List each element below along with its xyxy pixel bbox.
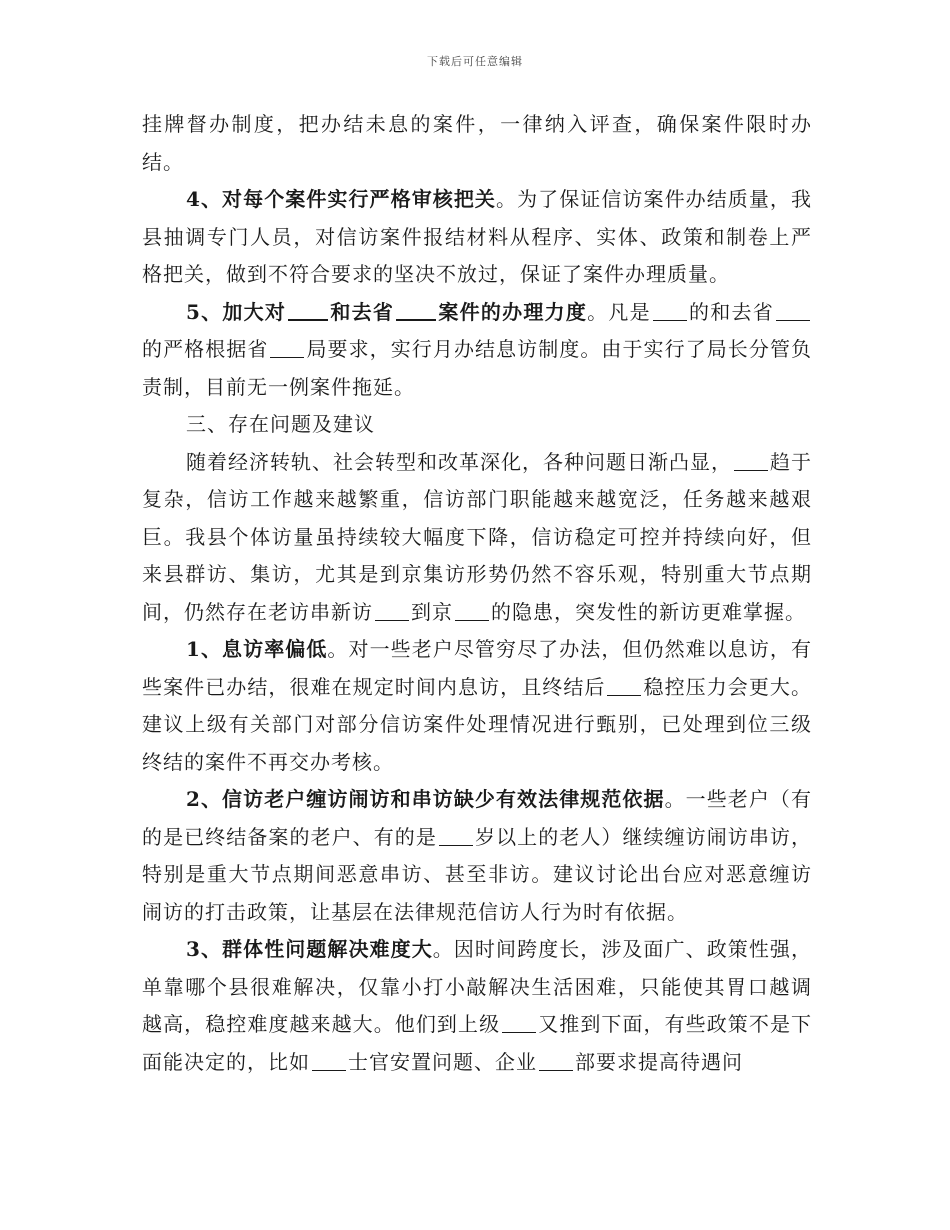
problem-1-text-a: 。对一些老户尽管穷尽了办法，但仍然难以息访，有些案件已办结，很难在规定时间内息访，且终结后 [142, 637, 812, 699]
item-5-title-a: 5、加大对 [186, 299, 287, 324]
redacted-blank [455, 598, 489, 621]
problem-3-text-a: 。因时间跨度长，涉及面广、政策性强，单靠哪个县很难解决，仅靠小打小敲解决生活困难，只能使其胃口越调越高，稳控难度越来越大。他们到上级 [142, 937, 812, 1036]
problem-3-text-d: 部要求提高待遇问 [575, 1049, 743, 1074]
redacted-blank [776, 298, 810, 321]
problem-2-text-b: 岁以上的老人）继续缠访闹访串访，特别是重大节点期间恶意串访、甚至非访。建议讨论出台应对恶意缠访闹访的打击政策，让基层在法律规范信访人行为时有依据。 [142, 824, 813, 924]
problem-3-text-c: 士官安置问题、企业 [348, 1049, 537, 1074]
paragraph-problem-1 [142, 631, 812, 781]
redacted-blank [734, 448, 768, 471]
intro-text-c: 到京 [411, 599, 453, 624]
problem-2-title: 2、信访老户缠访闹访和串访缺少有效法律规范依据 [186, 787, 665, 811]
item-5-title-b: 和去省 [330, 299, 395, 324]
page-header: 下载后可任意编辑 [427, 55, 523, 68]
problem-3-title: 3、群体性问题解决难度大 [186, 937, 433, 961]
redacted-blank [375, 598, 409, 621]
paragraph-problem-2 [142, 781, 812, 931]
intro-text-d: 的隐患，突发性的新访更难掌握。 [491, 599, 806, 624]
intro-text-a: 随着经济转轨、社会转型和改革深化，各种问题日渐凸显， [186, 449, 732, 474]
problem-1-text-b: 稳控压力会更大。建议上级有关部门对部分信访案件处理情况进行甄别，已处理到位三级终结的案件不再交办考核。 [142, 674, 813, 774]
paragraph-continuation: 挂牌督办制度，把办结未息的案件，一律纳入评查，确保案件限时办结。 [142, 112, 812, 174]
section-heading: 三、存在问题及建议 [186, 412, 375, 436]
redacted-blank [502, 1010, 536, 1033]
item-5-text-b: 的和去省 [688, 299, 775, 324]
paragraph-item-4 [142, 181, 812, 294]
item-4-title: 4、对每个案件实行严格审核把关 [186, 187, 496, 211]
item-5-text-a: 。凡是 [587, 299, 651, 324]
redacted-blank [270, 335, 304, 358]
intro-text-b: 趋于复杂，信访工作越来越繁重，信访部门职能越来越宽泛，任务越来越艰巨。我县个体访量虽持续较大幅度下降，信访稳定可控并持续向好，但来县群访、集访，尤其是到京集访形势仍然不容乐观，特别重大节点期间，仍然存在老访串新访 [142, 449, 812, 624]
problem-3-text-b: 又推到下面，有些政策不是下面能决定的，比如 [142, 1012, 813, 1074]
redacted-blank [607, 673, 641, 696]
redacted-blank [653, 298, 687, 321]
redacted-blank [288, 297, 328, 321]
paragraph-intro [142, 444, 812, 632]
redacted-blank [312, 1048, 346, 1071]
redacted-blank [539, 1048, 573, 1071]
item-5-text-c: 的严格根据省 [142, 337, 269, 361]
paragraph-item-5 [142, 294, 812, 407]
redacted-blank [396, 297, 436, 321]
item-5-title-c: 案件的办理力度 [438, 299, 588, 324]
paragraph-problem-3 [142, 931, 812, 1081]
item-5-text-d: 局要求，实行月办结息访制度。由于实行了局长分管负责制，目前无一例案件拖延。 [142, 337, 813, 399]
item-4-text: 。为了保证信访案件办结质量，我县抽调专门人员，对信访案件报结材料从程序、实体、政策和制卷上严格把关，做到不符合要求的坚决不放过，保证了案件办理质量。 [142, 187, 813, 286]
problem-1-title: 1、息访率偏低 [186, 637, 328, 661]
problem-2-text-a: 。一些老户（有的是已终结备案的老户、有的是 [142, 787, 813, 849]
redacted-blank [439, 823, 473, 846]
document-body [142, 106, 812, 1081]
